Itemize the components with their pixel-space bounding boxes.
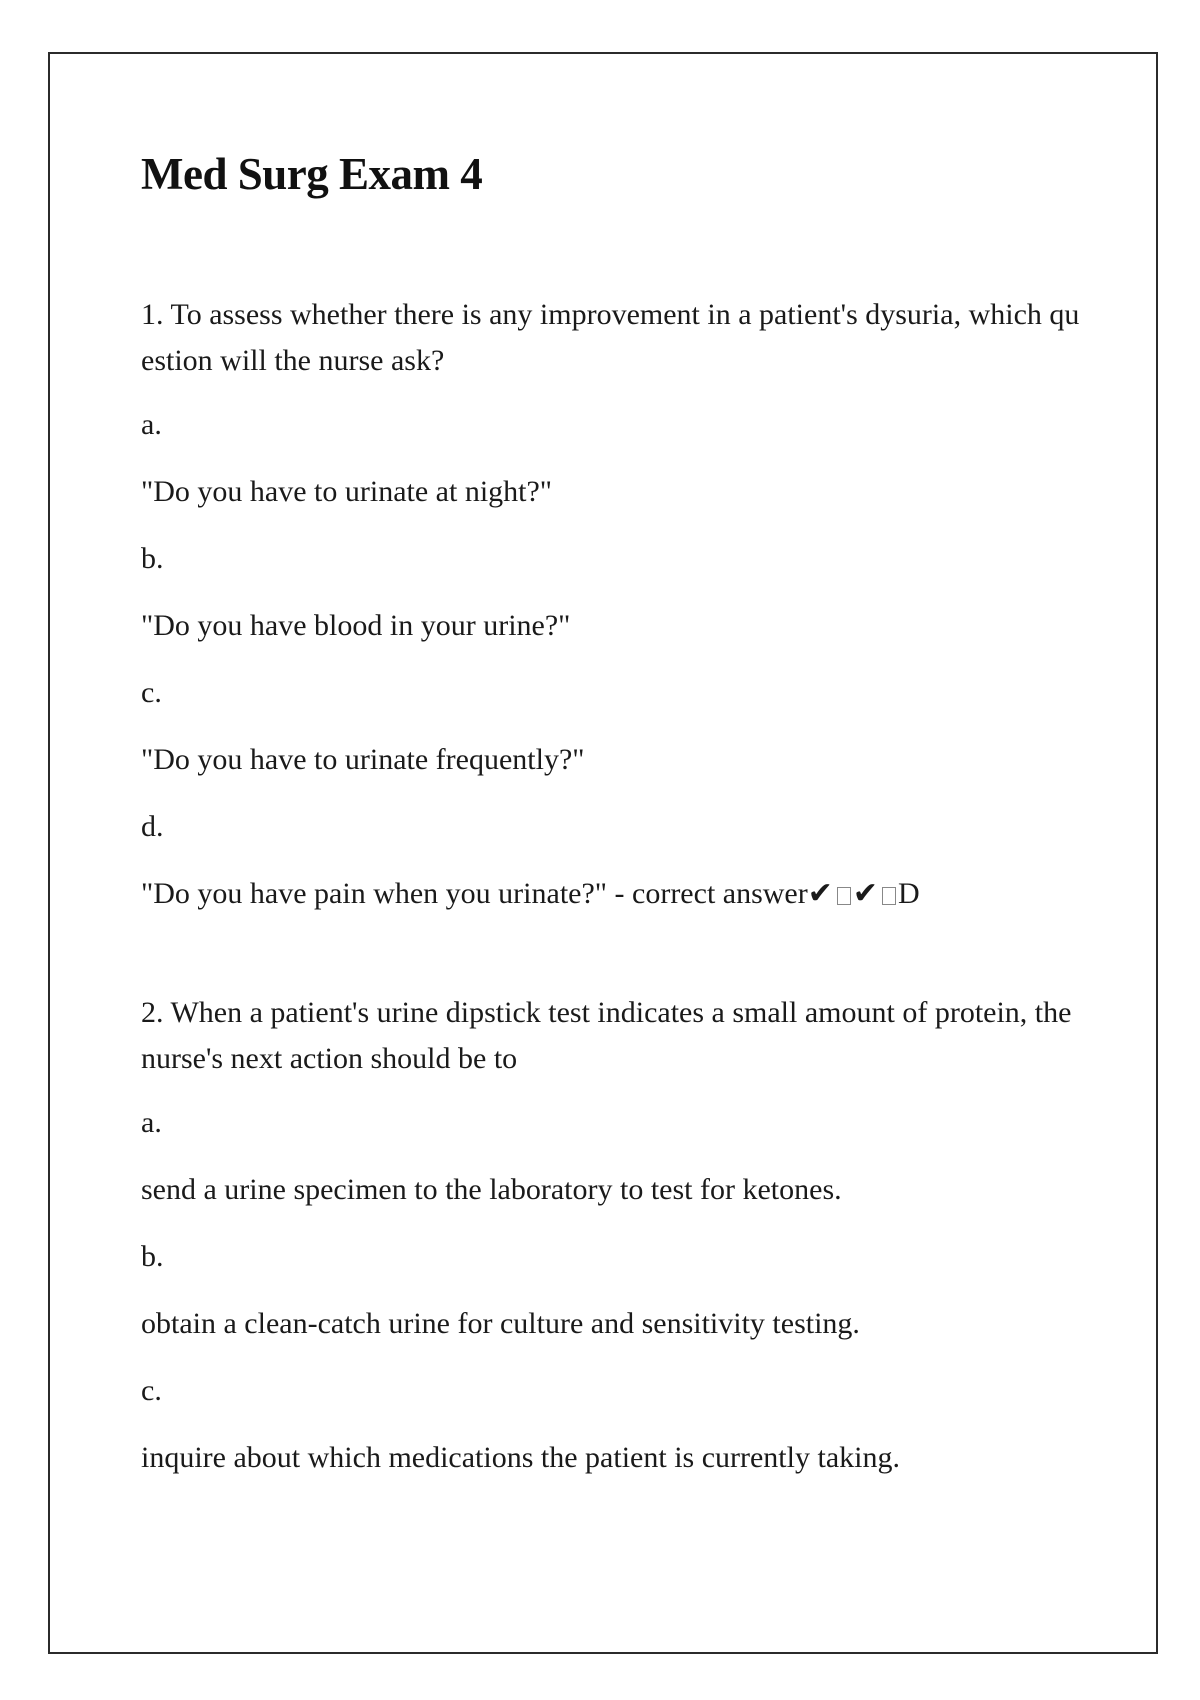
option-letter-c: c. xyxy=(141,675,162,709)
check-icon: ✔ xyxy=(807,876,833,910)
option-text-a: send a urine specimen to the laboratory to test for ketones. xyxy=(141,1172,842,1206)
missing-glyph-box-icon xyxy=(882,887,896,905)
question-spacer xyxy=(141,938,1081,990)
document-content xyxy=(141,150,1081,1502)
option-text-c: inquire about which medications the patient is currently taking. xyxy=(141,1440,900,1474)
option-letter-a: a. xyxy=(141,1105,162,1139)
option-text-c: "Do you have to urinate frequently?" xyxy=(141,742,585,776)
option-text-b: obtain a clean-catch urine for culture and sensitivity testing. xyxy=(141,1306,860,1340)
option-letter-c: c. xyxy=(141,1373,162,1407)
document-title: Med Surg Exam 4 xyxy=(141,149,483,199)
question-1 xyxy=(141,292,1081,917)
answer-marks xyxy=(808,877,920,910)
option-letter-a: a. xyxy=(141,407,162,441)
question-stem: 1. To assess whether there is any improvement in a patient's dysuria, which question will the nurse ask? xyxy=(141,297,1080,377)
option-letter-d: d. xyxy=(141,809,164,843)
option-text-b: "Do you have blood in your urine?" xyxy=(141,608,571,642)
option-text-d-line xyxy=(141,871,1081,917)
question-2 xyxy=(141,990,1081,1481)
option-letter-b: b. xyxy=(141,541,164,575)
option-text-a: "Do you have to urinate at night?" xyxy=(141,474,553,508)
check-icon: ✔ xyxy=(852,876,879,910)
option-text-d: "Do you have pain when you urinate?" - correct answer xyxy=(141,876,808,910)
option-letter-b: b. xyxy=(141,1239,164,1273)
question-stem: 2. When a patient's urine dipstick test indicates a small amount of protein, the nurse's next action should be to xyxy=(141,995,1072,1075)
correct-answer-letter: D xyxy=(898,876,920,910)
missing-glyph-box-icon xyxy=(837,887,851,905)
